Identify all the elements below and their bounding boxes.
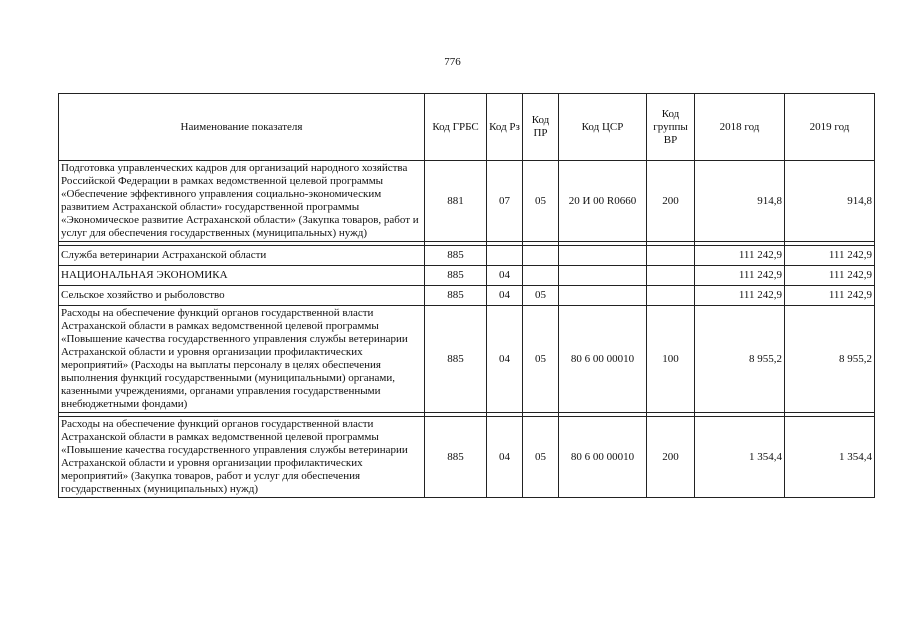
row-amount-2018: 8 955,2 — [695, 306, 785, 413]
row-pr — [523, 246, 559, 266]
budget-table — [58, 93, 875, 498]
row-rz: 07 — [487, 161, 523, 242]
row-grbs: 885 — [425, 417, 487, 498]
row-vr: 200 — [647, 161, 695, 242]
table-row — [59, 161, 875, 242]
table-row — [59, 246, 875, 266]
header-vr-group-code: Код группы ВР — [647, 94, 695, 161]
table-row — [59, 306, 875, 413]
row-amount-2019: 914,8 — [785, 161, 875, 242]
header-year-2019: 2019 год — [785, 94, 875, 161]
row-csr: 80 6 00 00010 — [559, 306, 647, 413]
row-vr — [647, 246, 695, 266]
row-pr: 05 — [523, 161, 559, 242]
row-csr: 20 И 00 R0660 — [559, 161, 647, 242]
row-name: НАЦИОНАЛЬНАЯ ЭКОНОМИКА — [59, 266, 425, 286]
row-rz: 04 — [487, 417, 523, 498]
header-rz-code: Код Рз — [487, 94, 523, 161]
row-vr: 100 — [647, 306, 695, 413]
row-vr — [647, 286, 695, 306]
row-rz: 04 — [487, 266, 523, 286]
row-rz: 04 — [487, 306, 523, 413]
row-csr — [559, 266, 647, 286]
table-row — [59, 286, 875, 306]
row-csr — [559, 246, 647, 266]
row-vr — [647, 266, 695, 286]
row-grbs: 885 — [425, 246, 487, 266]
row-amount-2019: 111 242,9 — [785, 286, 875, 306]
row-name: Расходы на обеспечение функций органов государственной власти Астраханской области в рамках ведомственной целевой программы «Повышение качества государственного управления службы ветеринарии Астраханской области и уровня организации профилактических мероприятий» (Закупка товаров, работ и услуг для обеспечения государственных (муниципальных) нужд) — [59, 417, 425, 498]
row-amount-2018: 1 354,4 — [695, 417, 785, 498]
table-row — [59, 417, 875, 498]
table-row — [59, 266, 875, 286]
row-pr: 05 — [523, 417, 559, 498]
row-pr — [523, 266, 559, 286]
row-pr: 05 — [523, 286, 559, 306]
header-indicator-name: Наименование показателя — [59, 94, 425, 161]
row-name: Подготовка управленческих кадров для организаций народного хозяйства Российской Федерации в рамках ведомственной целевой программы «Обеспечение эффективного управления социально-экономическим развитием Астраханской области» государственной программы «Экономическое развитие Астраханской области» (Закупка товаров, работ и услуг для обеспечения государственных (муниципальных) нужд) — [59, 161, 425, 242]
row-amount-2019: 111 242,9 — [785, 246, 875, 266]
row-amount-2018: 111 242,9 — [695, 266, 785, 286]
row-grbs: 885 — [425, 286, 487, 306]
header-pr-code: Код ПР — [523, 94, 559, 161]
row-grbs: 885 — [425, 306, 487, 413]
header-grbs-code: Код ГРБС — [425, 94, 487, 161]
row-amount-2019: 8 955,2 — [785, 306, 875, 413]
row-name: Сельское хозяйство и рыболовство — [59, 286, 425, 306]
row-grbs: 885 — [425, 266, 487, 286]
row-amount-2018: 914,8 — [695, 161, 785, 242]
row-csr — [559, 286, 647, 306]
row-rz: 04 — [487, 286, 523, 306]
row-pr: 05 — [523, 306, 559, 413]
row-name: Расходы на обеспечение функций органов государственной власти Астраханской области в рамках ведомственной целевой программы «Повышение качества государственного управления службы ветеринарии Астраханской области и уровня организации профилактических мероприятий» (Расходы на выплаты персоналу в целях обеспечения выполнения функций государственными (муниципальными) органами, казенными учреждениями, органами управления государственными внебюджетными фондами) — [59, 306, 425, 413]
row-grbs: 881 — [425, 161, 487, 242]
row-rz — [487, 246, 523, 266]
header-year-2018: 2018 год — [695, 94, 785, 161]
row-amount-2018: 111 242,9 — [695, 286, 785, 306]
table-header-row — [59, 94, 875, 161]
row-amount-2018: 111 242,9 — [695, 246, 785, 266]
row-csr: 80 6 00 00010 — [559, 417, 647, 498]
row-amount-2019: 1 354,4 — [785, 417, 875, 498]
row-vr: 200 — [647, 417, 695, 498]
row-name: Служба ветеринарии Астраханской области — [59, 246, 425, 266]
row-amount-2019: 111 242,9 — [785, 266, 875, 286]
header-csr-code: Код ЦСР — [559, 94, 647, 161]
page-number: 776 — [444, 56, 461, 68]
